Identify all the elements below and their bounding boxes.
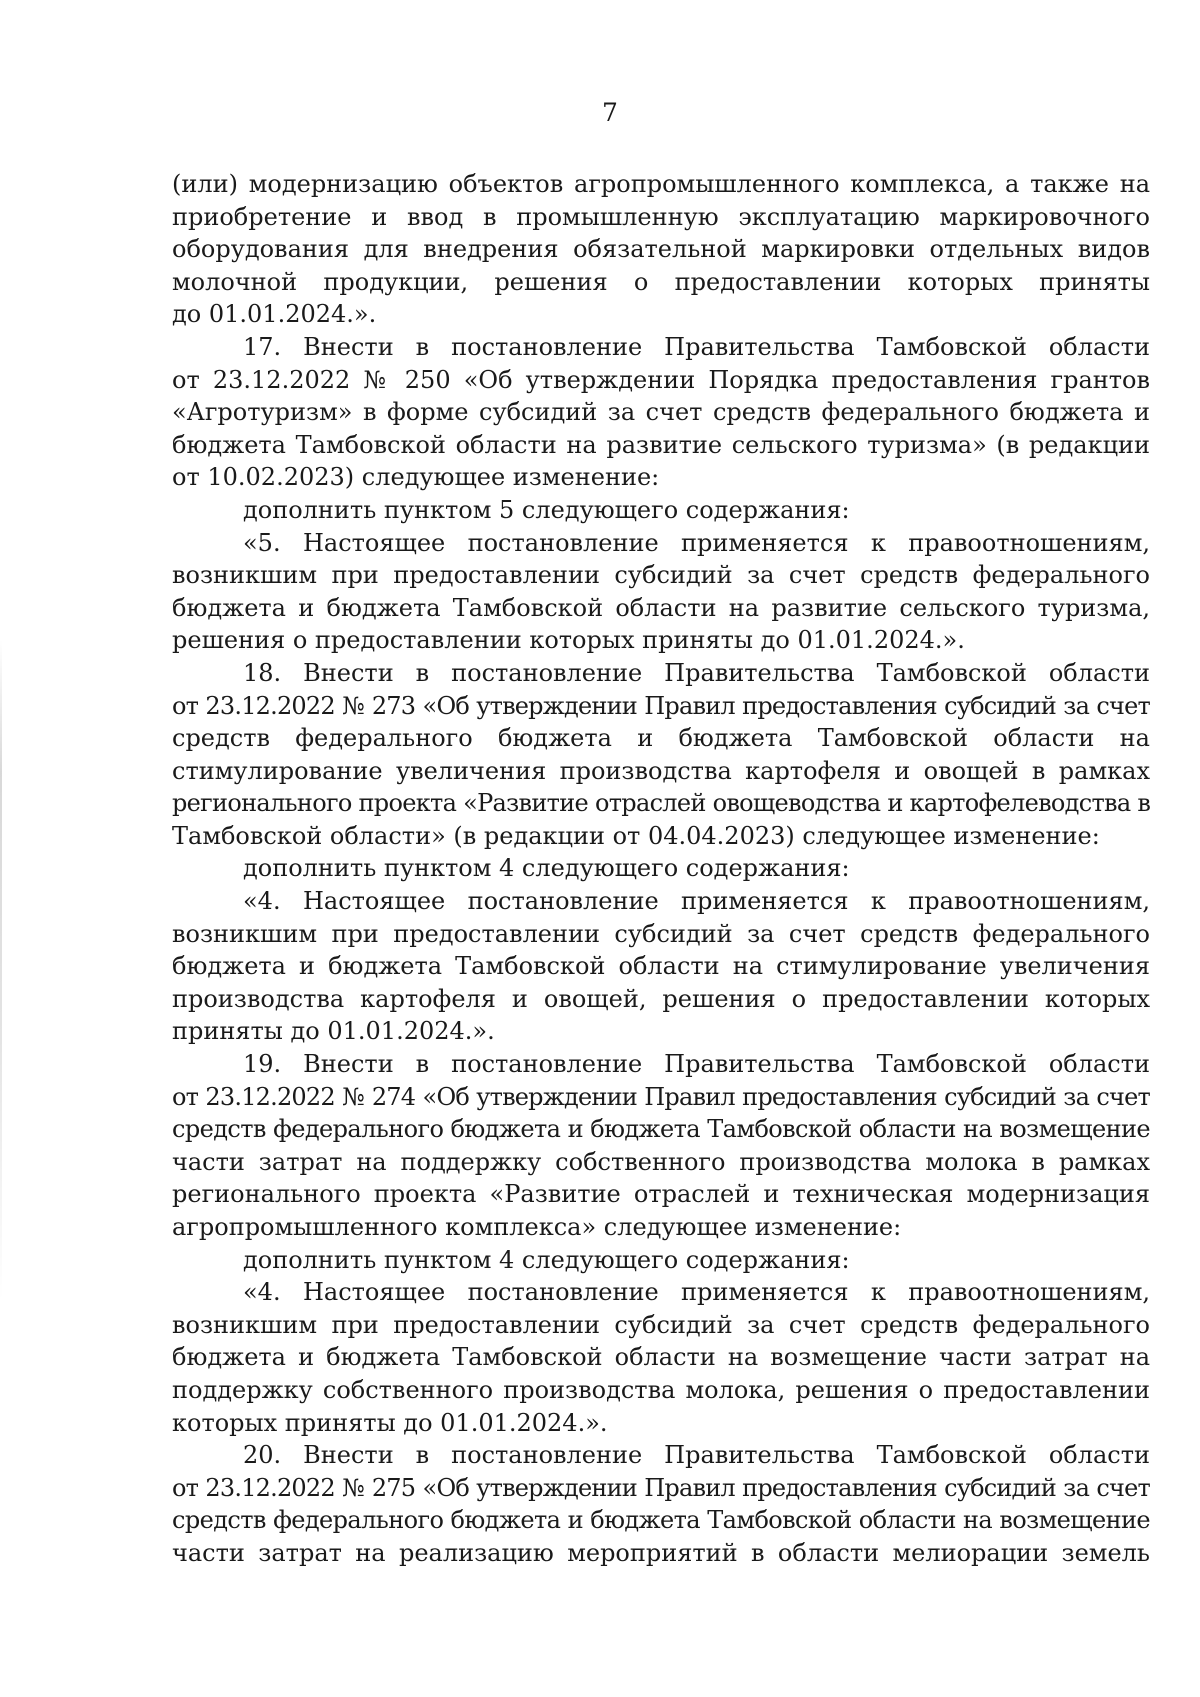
text-line: от 23.12.2022 № 275 «Об утверждении Правил предоставления субсидий за счет [172, 1473, 1150, 1502]
text-line: возникшим при предоставлении субсидий за счет средств федерального [172, 919, 1150, 948]
text-line: приобретение и ввод в промышленную эксплуатацию маркировочного [172, 202, 1150, 231]
page-number: 7 [602, 98, 618, 127]
scan-edge-shadow [0, 640, 2, 1300]
text-line: дополнить пунктом 4 следующего содержания: [243, 1245, 850, 1274]
text-line: возникшим при предоставлении субсидий за счет средств федерального [172, 561, 1150, 590]
text-line: от 23.12.2022 № 250 «Об утверждении Порядка предоставления грантов [172, 365, 1150, 394]
text-line: бюджета Тамбовской области на развитие сельского туризма» (в редакции [172, 430, 1150, 459]
text-line: которых приняты до 01.01.2024.». [172, 1408, 608, 1437]
text-line: поддержку собственного производства молока, решения о предоставлении [172, 1375, 1150, 1404]
text-line: дополнить пунктом 4 следующего содержания: [243, 854, 850, 883]
text-line: бюджета и бюджета Тамбовской области на возмещение части затрат на [172, 1343, 1150, 1372]
text-line: производства картофеля и овощей, решения о предоставлении которых [172, 984, 1150, 1013]
text-line: (или) модернизацию объектов агропромышленного комплекса, а также на [172, 170, 1150, 198]
text-line: части затрат на поддержку собственного производства молока в рамках [172, 1147, 1150, 1176]
text-line: от 10.02.2023) следующее изменение: [172, 463, 660, 492]
text-line: средств федерального бюджета и бюджета Тамбовской области на возмещение [172, 1115, 1150, 1144]
text-line: регионального проекта «Развитие отраслей овощеводства и картофелеводства в [172, 789, 1151, 818]
document-body [172, 168, 1150, 1570]
text-line: 17. Внести в постановление Правительства Тамбовской области [243, 332, 1150, 361]
text-line: приняты до 01.01.2024.». [172, 1017, 495, 1046]
text-line: части затрат на реализацию мероприятий в области мелиорации земель [172, 1538, 1150, 1567]
text-line: «Агротуризм» в форме субсидий за счет средств федерального бюджета и [172, 398, 1150, 427]
text-line: 18. Внести в постановление Правительства Тамбовской области [243, 658, 1150, 687]
text-line: 20. Внести в постановление Правительства Тамбовской области [243, 1441, 1150, 1470]
text-line: «4. Настоящее постановление применяется к правоотношениям, [243, 1278, 1150, 1307]
text-line: «5. Настоящее постановление применяется к правоотношениям, [243, 528, 1150, 557]
text-line: молочной продукции, решения о предоставлении которых приняты [172, 267, 1150, 296]
text-line: 19. Внести в постановление Правительства Тамбовской области [243, 1050, 1150, 1079]
text-line: Тамбовской области» (в редакции от 04.04.2023) следующее изменение: [172, 821, 1100, 850]
text-line: дополнить пунктом 5 следующего содержания: [243, 495, 850, 524]
text-line: агропромышленного комплекса» следующее изменение: [172, 1213, 902, 1241]
text-line: решения о предоставлении которых приняты до 01.01.2024.». [172, 626, 965, 655]
text-line: бюджета и бюджета Тамбовской области на стимулирование увеличения [172, 952, 1150, 981]
text-line: от 23.12.2022 № 273 «Об утверждении Правил предоставления субсидий за счет [172, 691, 1150, 720]
text-line: средств федерального бюджета и бюджета Тамбовской области на возмещение [172, 1506, 1150, 1535]
text-line: регионального проекта «Развитие отраслей и техническая модернизация [172, 1180, 1150, 1209]
text-line: средств федерального бюджета и бюджета Тамбовской области на [172, 724, 1150, 753]
text-line: оборудования для внедрения обязательной маркировки отдельных видов [172, 235, 1150, 264]
text-line: бюджета и бюджета Тамбовской области на развитие сельского туризма, [172, 593, 1150, 622]
text-line: возникшим при предоставлении субсидий за счет средств федерального [172, 1310, 1150, 1339]
text-line: «4. Настоящее постановление применяется к правоотношениям, [243, 887, 1150, 916]
text-line: от 23.12.2022 № 274 «Об утверждении Правил предоставления субсидий за счет [172, 1082, 1150, 1111]
text-line: до 01.01.2024.». [172, 300, 377, 329]
text-line: стимулирование увеличения производства картофеля и овощей в рамках [172, 756, 1150, 785]
